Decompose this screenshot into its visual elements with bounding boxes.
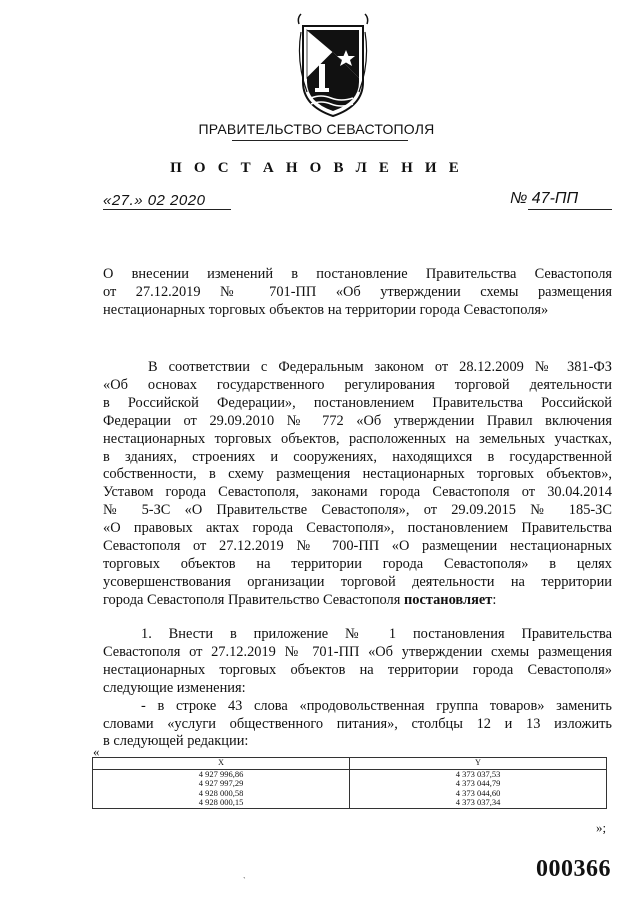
item-1-sub-line: словами «услуги общественного питания», столбцы 12 и 13 изложить	[103, 715, 612, 732]
preamble-line: собственности, в схему размещения нестационарных торговых объектов»,	[103, 466, 612, 483]
preamble-line: усовершенствования организации торговой деятельности на территории	[103, 573, 612, 590]
x-value: 4 927 997,29	[198, 778, 244, 789]
document-number: № 47-ПП	[510, 190, 579, 207]
item-1-line: 1. Внести в приложение № 1 постановления Правительства	[141, 626, 612, 642]
table-row	[93, 770, 607, 809]
preamble-final-text: города Севастополя Правительство Севастополя	[103, 591, 404, 608]
organization-name: ПРАВИТЕЛЬСТВО СЕВАСТОПОЛЯ	[198, 121, 435, 137]
preamble-line: «Об основах государственного регулирования торговой деятельности	[103, 376, 612, 393]
preamble-line: Севастополя от 27.12.2019 № 700-ПП «О размещении нестационарных	[103, 538, 612, 555]
y-value: 4 373 037,53	[455, 769, 501, 779]
preamble-line: нестационарных торговых объектов, расположенных на земельных участках,	[103, 430, 612, 447]
x-values-cell	[93, 770, 350, 809]
preamble-line: торговых объектов на территории города Севастополя» в целях	[103, 555, 612, 572]
y-values-cell	[350, 770, 607, 809]
preamble-final-line	[103, 592, 612, 610]
subject-line: нестационарных торговых объектов на территории города Севастополя»	[103, 301, 549, 318]
y-value: 4 373 044,79	[455, 778, 501, 789]
y-value: 4 373 037,34	[455, 797, 501, 808]
item-1-sub-line: в следующей редакции:	[103, 733, 249, 750]
item-1-sub-line: - в строке 43 слова «продовольственная группа товаров» заменить	[141, 697, 612, 714]
x-value: 4 928 000,58	[198, 787, 244, 798]
resolves-colon: :	[492, 591, 497, 608]
item-1-paragraph	[103, 626, 612, 751]
preamble-paragraph	[103, 359, 612, 610]
x-value: 4 927 996,86	[198, 769, 244, 779]
opening-quote: «	[93, 744, 100, 759]
number-underline	[528, 209, 612, 210]
item-1-line: нестационарных торговых объектов на территории города Севастополя»	[103, 661, 612, 678]
coat-of-arms-emblem	[297, 12, 369, 120]
column-header-x: X	[93, 758, 350, 770]
document-type-title: П О С Т А Н О В Л Е Н И Е	[170, 160, 463, 176]
preamble-line: в зданиях, строениях и сооружениях, находящихся в государственной	[103, 448, 612, 465]
column-header-y: Y	[350, 758, 607, 770]
document-date: «27.» 02 2020	[103, 192, 206, 209]
date-underline	[103, 209, 231, 210]
item-1-line: следующие изменения:	[103, 679, 246, 696]
organization-underline	[232, 140, 408, 141]
x-value: 4 928 000,15	[198, 797, 244, 808]
preamble-line: № 5-ЗС «О Правительстве Севастополя», от 29.09.2015 № 185-ЗС	[103, 502, 612, 519]
scan-speck: ˋ	[243, 876, 246, 885]
subject-line: от 27.12.2019 № 701-ПП «Об утверждении схемы размещения	[103, 283, 612, 300]
closing-quote: »;	[596, 820, 607, 835]
preamble-line: «О правовых актах города Севастополя», постановлением Правительства	[103, 520, 612, 537]
preamble-line: Федерации от 29.09.2010 № 772 «Об утверждении Правил включения	[103, 412, 612, 429]
y-value: 4 373 044,60	[455, 787, 501, 798]
document-subject	[103, 266, 612, 320]
preamble-line: В соответствии с Федеральным законом от 28.12.2009 № 381-ФЗ	[148, 359, 612, 375]
resolves-keyword: постановляет	[403, 591, 493, 608]
form-serial-number: 000366	[536, 856, 611, 882]
table-header-row	[93, 758, 607, 770]
item-1-line: Севастополя от 27.12.2019 № 701-ПП «Об утверждении схемы размещения	[103, 643, 612, 660]
preamble-line: Уставом города Севастополя, законами города Севастополя от 30.04.2014	[103, 484, 612, 501]
subject-line: О внесении изменений в постановление Правительства Севастополя	[103, 266, 612, 282]
coordinates-table	[92, 757, 607, 809]
preamble-line: в Российской Федерации», постановлением Правительства Российской	[103, 394, 612, 411]
